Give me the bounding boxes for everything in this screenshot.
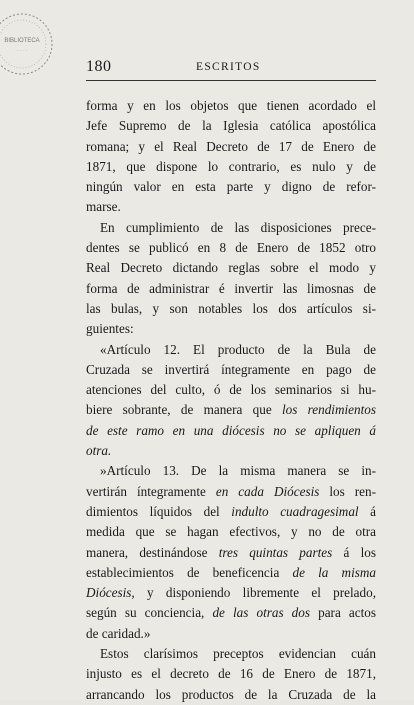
italic-span: indulto cuadragesimal (231, 503, 359, 519)
stamp-text: BIBLIOTECA (4, 38, 40, 44)
text-line (86, 482, 376, 502)
italic-span: de este ramo en una diócesis no se apliquen á (86, 422, 376, 438)
text-span: á (358, 503, 376, 519)
svg-text:· · · ·: · · · · (16, 48, 28, 54)
italic-span: de la misma (292, 564, 376, 580)
text-line: atenciones del culto, ó de los seminarios si hu- (86, 382, 376, 398)
body-text (86, 96, 376, 705)
text-line: Cruzada se invertirá íntegramente en pago de (86, 361, 376, 377)
text-line: forma de administrar é invertir las limosnas de (86, 280, 376, 296)
text-line: las bulas, y son notables los dos artículos si- (86, 300, 376, 316)
text-span: á los (332, 544, 376, 560)
text-line: Real Decreto dictando reglas sobre el modo y (86, 260, 376, 276)
italic-span: otra. (86, 443, 112, 459)
text-line: arrancando los productos de la Cruzada de la (86, 686, 376, 702)
text-span: para actos (310, 605, 376, 621)
text-span: biere sobrante, de manera que (86, 402, 282, 418)
page-number: 180 (86, 58, 112, 75)
text-line: guientes: (86, 321, 134, 337)
text-span: vertirán íntegramente (86, 483, 216, 499)
text-line: ningún valor en esta parte y digno de refor- (86, 179, 376, 195)
text-line (86, 400, 376, 420)
italic-span: de las otras dos (212, 605, 311, 621)
text-line (86, 441, 376, 461)
library-stamp (0, 8, 58, 80)
italic-span: en cada Diócesis (215, 483, 320, 499)
text-line: dentes se publicó en 8 de Enero de 1852 otro (86, 240, 376, 256)
header-rule (86, 80, 376, 81)
text-line (86, 502, 376, 522)
text-span: manera, destinándose (86, 544, 219, 560)
italic-span: tres quintas partes (218, 544, 333, 560)
running-head: ESCRITOS (196, 61, 261, 73)
text-line: »Artículo 13. De la misma manera se in- (100, 463, 376, 479)
text-line: marse. (86, 199, 121, 215)
text-line: medida que se hagan efectivos, y no de otra (86, 524, 376, 540)
text-line (86, 543, 376, 563)
text-span: y disponiendo libremente el prelado, (134, 585, 376, 601)
text-line: romana; y el Real Decreto de 17 de Enero de (86, 138, 376, 154)
text-line: Estos clarísimos preceptos evidencian cuán (100, 646, 376, 662)
text-line: 1871, que dispone lo contrario, es nulo y de (86, 158, 376, 174)
text-line (86, 603, 376, 623)
text-span: dimientos líquidos del (86, 503, 232, 519)
italic-span: Diócesis, (86, 585, 135, 601)
text-line: forma y en los objetos que tienen acordado el (86, 98, 376, 113)
text-line: «Artículo 12. El producto de la Bula de (100, 341, 376, 357)
text-line: injusto es el decreto de 16 de Enero de 1871, (86, 666, 376, 682)
text-line: Jefe Supremo de la Iglesia católica apostólica (86, 118, 376, 134)
italic-span: los rendimientos (281, 402, 376, 418)
text-line (86, 583, 376, 603)
page-header (86, 58, 376, 78)
text-line (86, 563, 376, 583)
text-line: de caridad.» (86, 625, 151, 641)
text-line: En cumplimiento de las disposiciones prece- (100, 219, 376, 235)
text-line (86, 421, 376, 441)
text-span: según su conciencia, (86, 605, 213, 621)
text-span: los ren- (319, 483, 377, 499)
text-span: establecimientos de beneficencia (86, 564, 293, 580)
